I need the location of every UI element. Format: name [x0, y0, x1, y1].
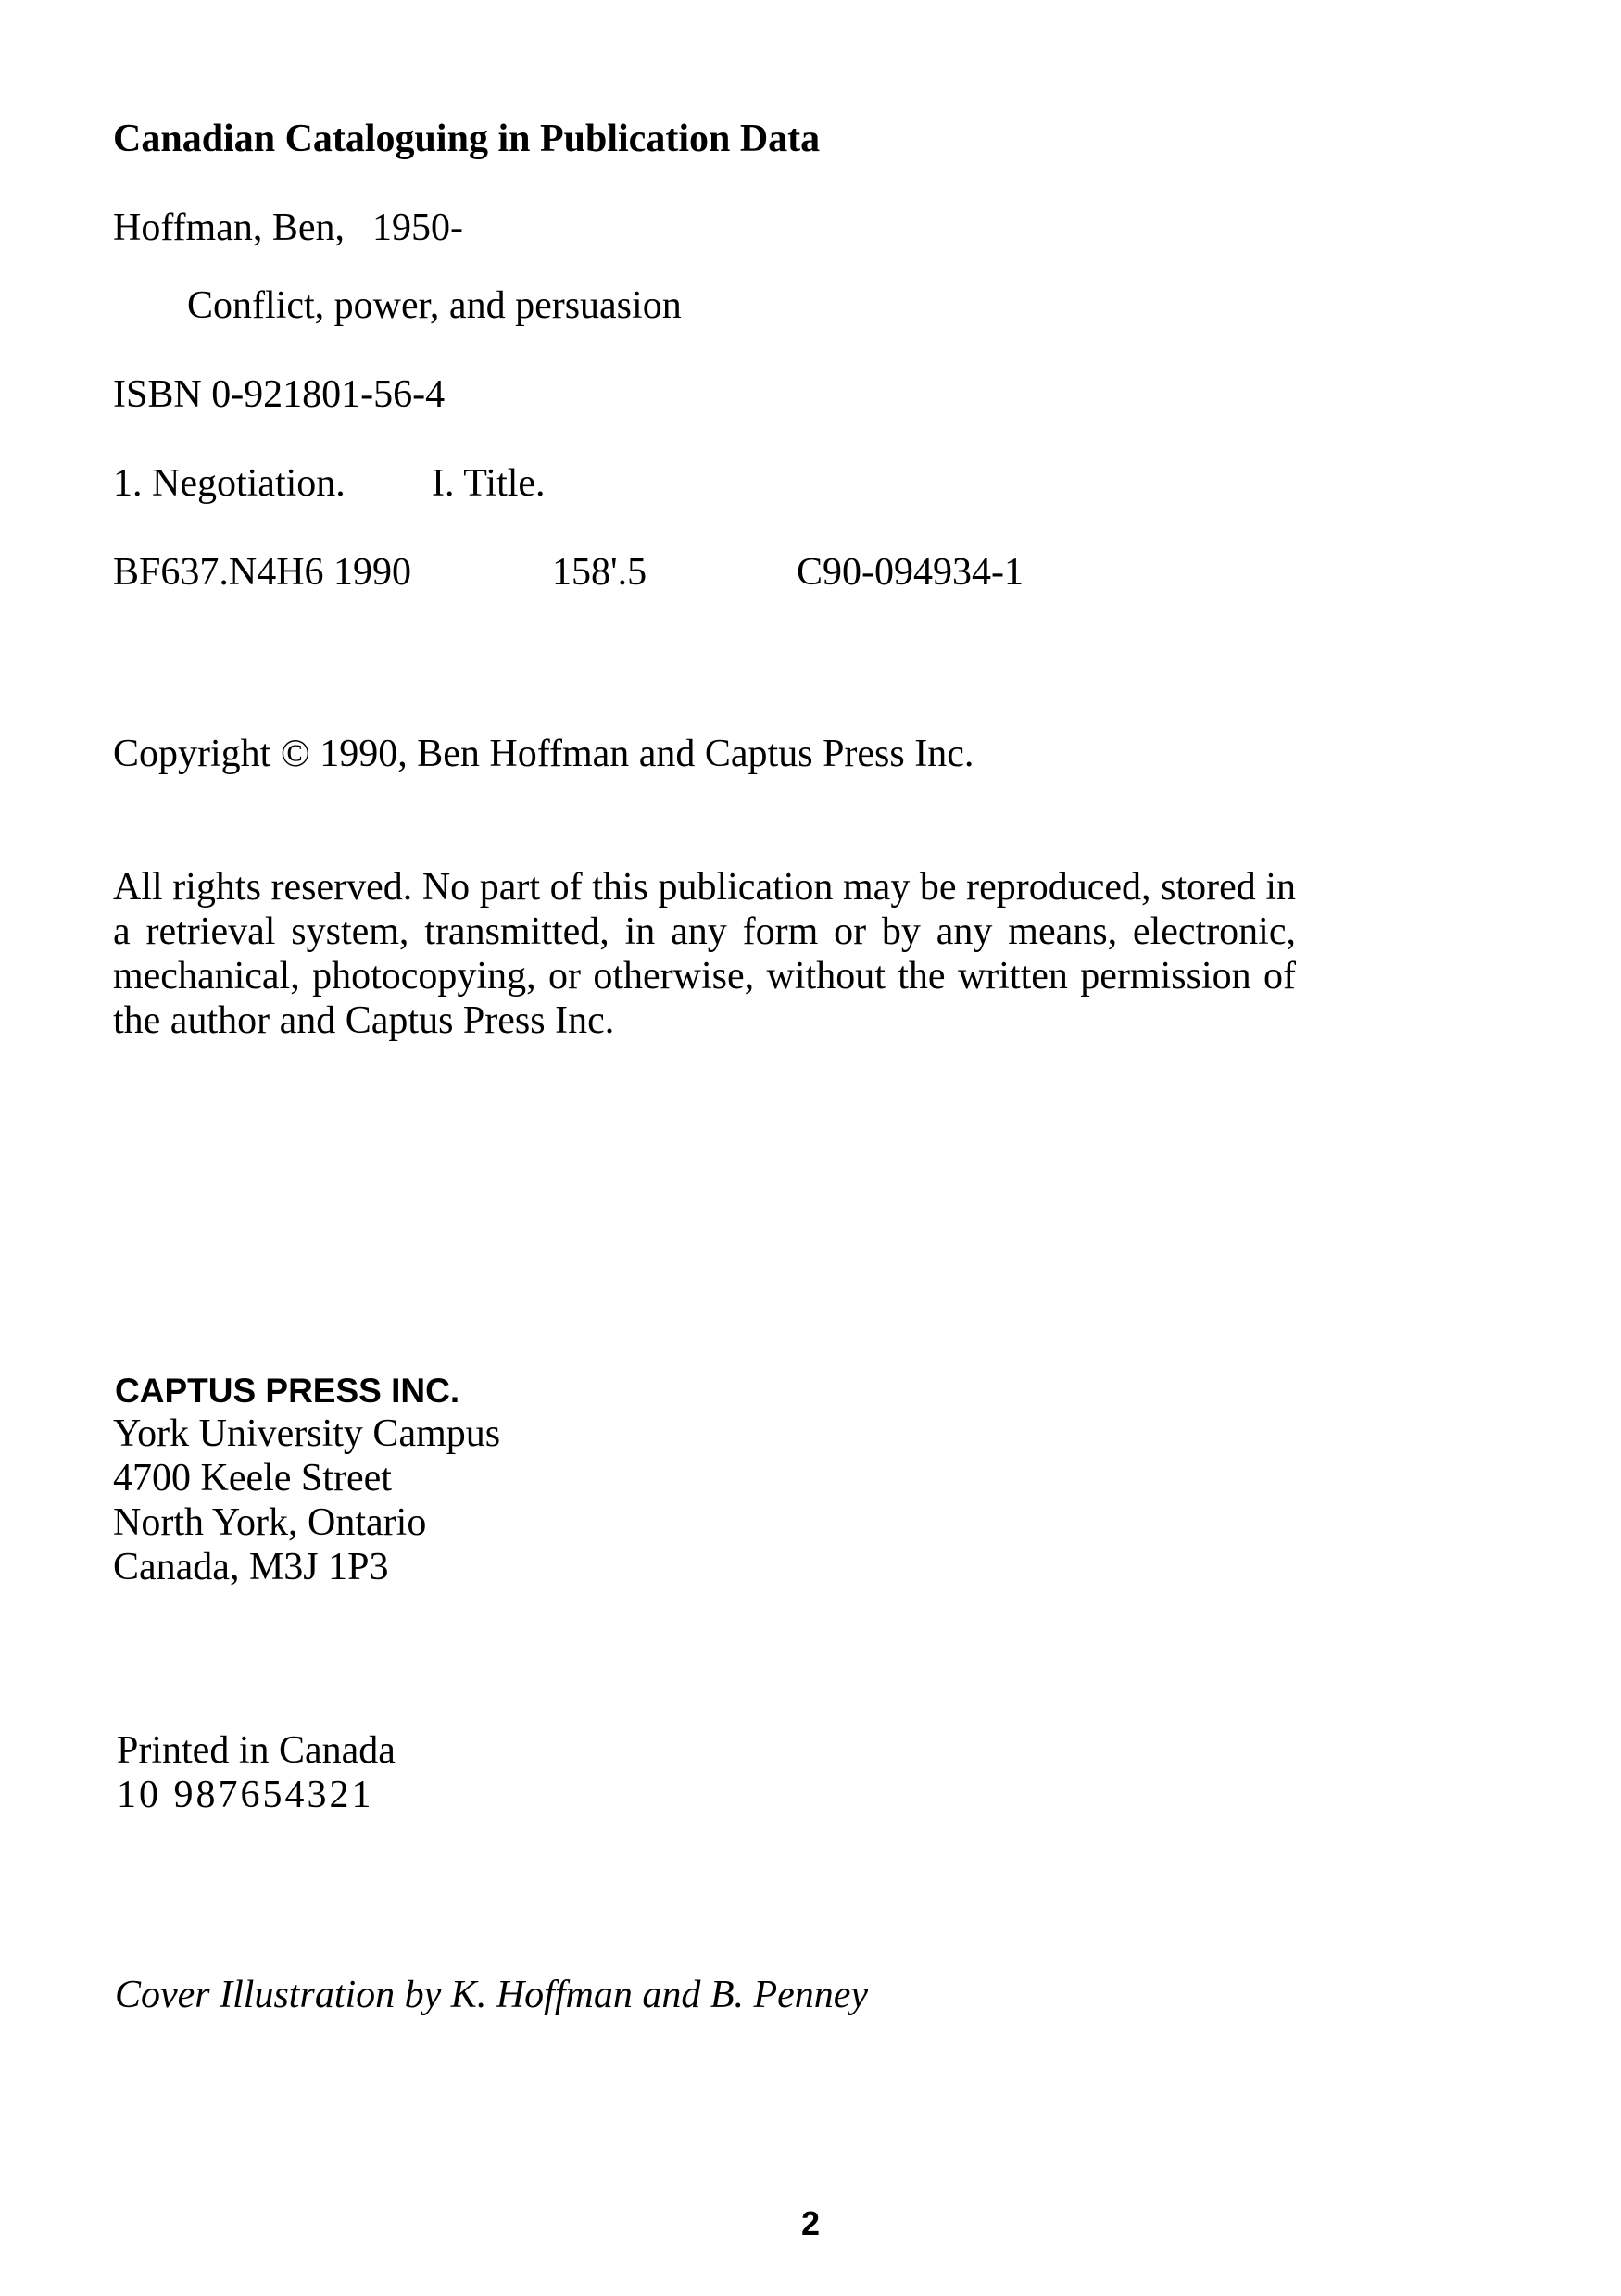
address-line: Canada, M3J 1P3 [113, 1546, 389, 1588]
cip-author-name: Hoffman, Ben, [113, 207, 346, 249]
publisher-name: CAPTUS PRESS INC. [115, 1372, 460, 1410]
cip-author-year: 1950- [372, 207, 464, 249]
cip-number: C90-094934-1 [797, 551, 1024, 594]
cip-subjects [113, 461, 346, 506]
printed-in: Printed in Canada [117, 1729, 396, 1772]
page-number: 2 [800, 2204, 821, 2242]
cover-credit: Cover Illustration by K. Hoffman and B. Penney [115, 1974, 869, 2016]
cip-isbn: ISBN 0-921801-56-4 [113, 373, 446, 416]
address-line: North York, Ontario [113, 1501, 427, 1544]
cip-subject: 1. Negotiation. [113, 462, 346, 505]
cip-title-entry: I. Title. [432, 462, 546, 505]
address-line: York University Campus [113, 1412, 501, 1455]
cip-title: Conflict, power, and persuasion [187, 284, 682, 327]
cip-author-line [113, 206, 463, 250]
cip-lc-call-number: BF637.N4H6 1990 [113, 551, 412, 594]
rights-statement: All rights reserved. No part of this publication may be reproduced, stored in a retrieval system, transmitted, in any form or by any means, electronic, mechanical, photocopying, or otherwise, without the written permission of the author and Captus Press Inc. [113, 866, 1296, 1042]
copyright-notice: Copyright © 1990, Ben Hoffman and Captus Press Inc. [113, 733, 974, 775]
printing-sequence: 10 987654321 [117, 1774, 374, 1816]
address-line: 4700 Keele Street [113, 1457, 392, 1499]
cip-heading: Canadian Cataloguing in Publication Data [113, 118, 821, 160]
publisher-address [113, 1411, 500, 1589]
cip-dewey-number: 158'.5 [552, 551, 647, 594]
